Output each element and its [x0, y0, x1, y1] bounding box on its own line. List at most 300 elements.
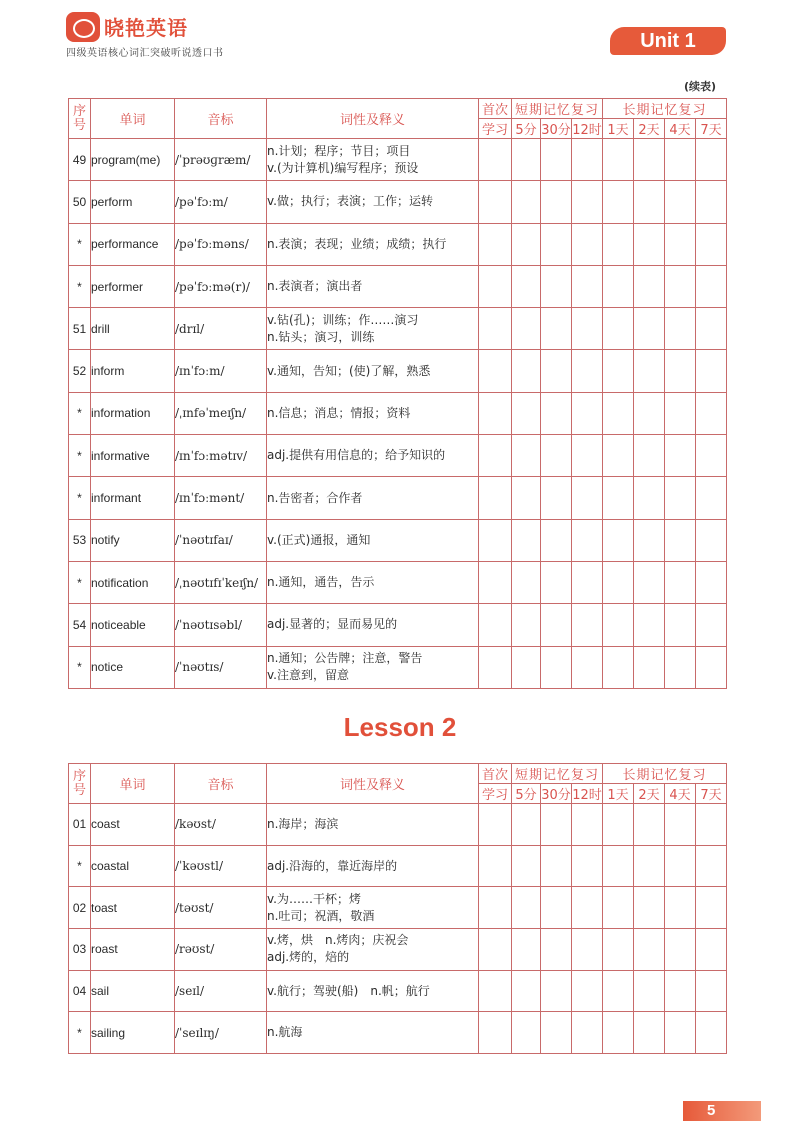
row-number: *	[69, 646, 91, 688]
review-checkbox[interactable]	[603, 887, 634, 929]
review-checkbox[interactable]	[541, 181, 572, 223]
header-phonetic: 音标	[175, 764, 267, 804]
table-row	[69, 223, 727, 265]
page-number: 5	[707, 1102, 716, 1119]
lesson-heading: Lesson 2	[343, 712, 457, 742]
row-phonetic: /ɪnˈfɔːm/	[175, 350, 267, 392]
review-checkbox[interactable]	[665, 308, 696, 350]
definition-line: v.(为计算机)编写程序；预设	[267, 160, 419, 175]
row-definition	[267, 804, 479, 846]
row-phonetic: /ɪnˈfɔːmənt/	[175, 477, 267, 519]
review-checkbox[interactable]	[541, 561, 572, 603]
row-definition	[267, 477, 479, 519]
review-checkbox[interactable]	[634, 804, 665, 846]
table-row	[69, 929, 727, 971]
definition-line: n.通知；公告牌；注意，警告	[267, 651, 423, 666]
review-checkbox[interactable]	[541, 929, 572, 971]
review-checkbox[interactable]	[665, 435, 696, 477]
review-checkbox[interactable]	[572, 646, 603, 688]
review-checkbox[interactable]	[541, 604, 572, 646]
review-checkbox[interactable]	[512, 561, 541, 603]
row-definition	[267, 604, 479, 646]
review-checkbox[interactable]	[696, 435, 727, 477]
table-row	[69, 435, 727, 477]
row-word: notify	[91, 519, 175, 561]
row-definition	[267, 308, 479, 350]
row-word: performer	[91, 265, 175, 307]
review-checkbox[interactable]	[634, 519, 665, 561]
review-checkbox[interactable]	[541, 845, 572, 887]
definition-line: n.计划；程序；节目；项目	[267, 143, 411, 158]
row-phonetic: /ɪnˈfɔːmətɪv/	[175, 435, 267, 477]
row-definition	[267, 392, 479, 434]
header-long-col: 7天	[696, 119, 727, 139]
review-checkbox[interactable]	[603, 435, 634, 477]
row-number: *	[69, 435, 91, 477]
definition-line: n.告密者；合作者	[267, 490, 363, 505]
review-checkbox[interactable]	[696, 477, 727, 519]
brand-logo-icon	[66, 12, 100, 42]
review-checkbox[interactable]	[541, 887, 572, 929]
review-checkbox[interactable]	[634, 181, 665, 223]
review-checkbox[interactable]	[696, 970, 727, 1012]
definition-line: n.航海	[267, 1025, 303, 1040]
row-definition	[267, 519, 479, 561]
definition-line: n.吐司；祝酒，敬酒	[267, 908, 375, 923]
review-checkbox[interactable]	[696, 519, 727, 561]
review-checkbox[interactable]	[572, 350, 603, 392]
review-checkbox[interactable]	[541, 1012, 572, 1054]
review-checkbox[interactable]	[603, 139, 634, 181]
review-checkbox[interactable]	[634, 561, 665, 603]
definition-line: n.钻头；演习，训练	[267, 329, 375, 344]
row-word: sail	[91, 970, 175, 1012]
review-checkbox[interactable]	[634, 392, 665, 434]
review-checkbox[interactable]	[541, 804, 572, 846]
row-number: *	[69, 265, 91, 307]
row-phonetic: /ˈnəʊtɪfaɪ/	[175, 519, 267, 561]
brand-subtitle: 四级英语核心词汇突破听说透口书	[66, 48, 224, 59]
review-checkbox[interactable]	[665, 804, 696, 846]
definition-line: v.注意到，留意	[267, 668, 349, 683]
review-checkbox[interactable]	[572, 804, 603, 846]
row-phonetic: /ˌnəʊtɪfɪˈkeɪʃn/	[175, 561, 267, 603]
row-phonetic: /drɪl/	[175, 308, 267, 350]
row-definition	[267, 845, 479, 887]
row-definition	[267, 929, 479, 971]
review-checkbox[interactable]	[603, 392, 634, 434]
row-number: 52	[69, 350, 91, 392]
header-long-col: 1天	[603, 119, 634, 139]
review-checkbox[interactable]	[572, 477, 603, 519]
review-checkbox[interactable]	[665, 392, 696, 434]
row-word: sailing	[91, 1012, 175, 1054]
header-short-col: 12时	[572, 784, 603, 804]
review-checkbox[interactable]	[696, 392, 727, 434]
review-checkbox[interactable]	[665, 1012, 696, 1054]
review-checkbox[interactable]	[634, 604, 665, 646]
review-checkbox[interactable]	[696, 181, 727, 223]
row-phonetic: /ˌɪnfəˈmeɪʃn/	[175, 392, 267, 434]
header-word: 单词	[91, 764, 175, 804]
row-word: performance	[91, 223, 175, 265]
review-checkbox[interactable]	[665, 477, 696, 519]
review-checkbox[interactable]	[696, 604, 727, 646]
continued-label: (续表)	[684, 80, 717, 93]
review-checkbox[interactable]	[665, 139, 696, 181]
row-word: coastal	[91, 845, 175, 887]
review-checkbox[interactable]	[665, 604, 696, 646]
definition-line: v.烤，烘 n.烤肉；庆祝会	[267, 933, 409, 948]
header-phonetic: 音标	[175, 99, 267, 139]
review-checkbox[interactable]	[479, 350, 512, 392]
review-checkbox[interactable]	[572, 139, 603, 181]
review-checkbox[interactable]	[634, 350, 665, 392]
unit-badge: Unit 1	[610, 27, 726, 55]
row-phonetic: /ˈnəʊtɪs/	[175, 646, 267, 688]
header-definition: 词性及释义	[267, 99, 479, 139]
table-row	[69, 804, 727, 846]
review-checkbox[interactable]	[572, 929, 603, 971]
review-checkbox[interactable]	[512, 392, 541, 434]
review-checkbox[interactable]	[572, 519, 603, 561]
header-first-study-top: 首次	[479, 764, 512, 784]
review-checkbox[interactable]	[479, 519, 512, 561]
review-checkbox[interactable]	[479, 477, 512, 519]
review-checkbox[interactable]	[665, 887, 696, 929]
review-checkbox[interactable]	[634, 435, 665, 477]
review-checkbox[interactable]	[512, 887, 541, 929]
review-checkbox[interactable]	[696, 1012, 727, 1054]
row-definition	[267, 561, 479, 603]
header-first-study-top: 首次	[479, 99, 512, 119]
header-long-col: 4天	[665, 119, 696, 139]
header-long-col: 7天	[696, 784, 727, 804]
review-checkbox[interactable]	[634, 929, 665, 971]
review-checkbox[interactable]	[512, 646, 541, 688]
row-number: *	[69, 1012, 91, 1054]
row-definition	[267, 646, 479, 688]
review-checkbox[interactable]	[541, 223, 572, 265]
review-checkbox[interactable]	[541, 970, 572, 1012]
row-phonetic: /pəˈfɔːm/	[175, 181, 267, 223]
row-number: *	[69, 392, 91, 434]
row-definition	[267, 887, 479, 929]
vocab-table-lesson2	[68, 763, 727, 1054]
review-checkbox[interactable]	[665, 181, 696, 223]
review-checkbox[interactable]	[512, 845, 541, 887]
page-number-tab	[683, 1101, 761, 1121]
review-checkbox[interactable]	[603, 519, 634, 561]
review-checkbox[interactable]	[479, 970, 512, 1012]
review-checkbox[interactable]	[696, 561, 727, 603]
review-checkbox[interactable]	[512, 1012, 541, 1054]
header-short-col: 30分	[541, 119, 572, 139]
table-row	[69, 646, 727, 688]
definition-line: v.做；执行；表演；工作；运转	[267, 194, 433, 209]
review-checkbox[interactable]	[512, 970, 541, 1012]
review-checkbox[interactable]	[696, 350, 727, 392]
definition-line: n.通知，通告，告示	[267, 575, 375, 590]
row-definition	[267, 435, 479, 477]
definition-line: adj.显著的；显而易见的	[267, 617, 398, 632]
row-number: 54	[69, 604, 91, 646]
header-num: 序号	[69, 764, 91, 804]
review-checkbox[interactable]	[665, 265, 696, 307]
review-checkbox[interactable]	[634, 845, 665, 887]
definition-line: n.表演者；演出者	[267, 279, 363, 294]
review-checkbox[interactable]	[512, 181, 541, 223]
review-checkbox[interactable]	[541, 308, 572, 350]
review-checkbox[interactable]	[665, 350, 696, 392]
review-checkbox[interactable]	[603, 845, 634, 887]
row-word: information	[91, 392, 175, 434]
row-number: 51	[69, 308, 91, 350]
review-checkbox[interactable]	[572, 1012, 603, 1054]
header-first-study-bottom: 学习	[479, 784, 512, 804]
table-row	[69, 265, 727, 307]
row-phonetic: /ˈnəʊtɪsəbl/	[175, 604, 267, 646]
review-checkbox[interactable]	[479, 887, 512, 929]
review-checkbox[interactable]	[572, 435, 603, 477]
review-checkbox[interactable]	[512, 604, 541, 646]
row-definition	[267, 1012, 479, 1054]
review-checkbox[interactable]	[603, 1012, 634, 1054]
review-checkbox[interactable]	[634, 970, 665, 1012]
definition-line: adj.烤的，焙的	[267, 950, 350, 965]
review-checkbox[interactable]	[572, 604, 603, 646]
review-checkbox[interactable]	[512, 350, 541, 392]
definition-line: v.(正式)通报，通知	[267, 532, 371, 547]
row-word: program(me)	[91, 139, 175, 181]
row-number: *	[69, 477, 91, 519]
header-long-col: 2天	[634, 119, 665, 139]
review-checkbox[interactable]	[512, 519, 541, 561]
review-checkbox[interactable]	[665, 646, 696, 688]
review-checkbox[interactable]	[634, 887, 665, 929]
review-checkbox[interactable]	[479, 435, 512, 477]
row-word: perform	[91, 181, 175, 223]
header-long-term-review: 长期记忆复习	[603, 764, 727, 784]
table-row	[69, 970, 727, 1012]
row-word: toast	[91, 887, 175, 929]
brand-title: 晓艳英语	[104, 16, 188, 40]
row-number: 53	[69, 519, 91, 561]
review-checkbox[interactable]	[512, 265, 541, 307]
review-checkbox[interactable]	[665, 929, 696, 971]
definition-line: adj.沿海的，靠近海岸的	[267, 858, 398, 873]
review-checkbox[interactable]	[603, 308, 634, 350]
review-checkbox[interactable]	[479, 265, 512, 307]
review-checkbox[interactable]	[541, 392, 572, 434]
table-row	[69, 139, 727, 181]
row-number: 02	[69, 887, 91, 929]
row-phonetic: /pəˈfɔːmə(r)/	[175, 265, 267, 307]
review-checkbox[interactable]	[479, 139, 512, 181]
review-checkbox[interactable]	[696, 646, 727, 688]
review-checkbox[interactable]	[512, 804, 541, 846]
review-checkbox[interactable]	[572, 265, 603, 307]
row-phonetic: /seɪl/	[175, 970, 267, 1012]
row-number: *	[69, 845, 91, 887]
header-word: 单词	[91, 99, 175, 139]
row-number: 50	[69, 181, 91, 223]
review-checkbox[interactable]	[634, 265, 665, 307]
review-checkbox[interactable]	[541, 646, 572, 688]
header-first-study-bottom: 学习	[479, 119, 512, 139]
review-checkbox[interactable]	[541, 477, 572, 519]
review-checkbox[interactable]	[479, 604, 512, 646]
review-checkbox[interactable]	[479, 1012, 512, 1054]
review-checkbox[interactable]	[479, 845, 512, 887]
row-word: roast	[91, 929, 175, 971]
definition-line: n.海岸；海滨	[267, 816, 339, 831]
definition-line: v.航行；驾驶(船) n.帆；航行	[267, 983, 430, 998]
review-checkbox[interactable]	[572, 181, 603, 223]
header-long-col: 1天	[603, 784, 634, 804]
definition-line: v.通知，告知；(使)了解，熟悉	[267, 363, 431, 378]
review-checkbox[interactable]	[634, 223, 665, 265]
review-checkbox[interactable]	[479, 561, 512, 603]
review-checkbox[interactable]	[572, 561, 603, 603]
review-checkbox[interactable]	[634, 139, 665, 181]
review-checkbox[interactable]	[603, 646, 634, 688]
review-checkbox[interactable]	[512, 139, 541, 181]
review-checkbox[interactable]	[479, 392, 512, 434]
definition-line: v.钻(孔)；训练；作……演习	[267, 312, 419, 327]
review-checkbox[interactable]	[512, 435, 541, 477]
review-checkbox[interactable]	[603, 604, 634, 646]
review-checkbox[interactable]	[479, 646, 512, 688]
review-checkbox[interactable]	[572, 223, 603, 265]
review-checkbox[interactable]	[696, 929, 727, 971]
row-definition	[267, 350, 479, 392]
review-checkbox[interactable]	[479, 804, 512, 846]
row-word: notice	[91, 646, 175, 688]
review-checkbox[interactable]	[665, 970, 696, 1012]
review-checkbox[interactable]	[572, 308, 603, 350]
review-checkbox[interactable]	[665, 223, 696, 265]
review-checkbox[interactable]	[603, 929, 634, 971]
review-checkbox[interactable]	[696, 845, 727, 887]
review-checkbox[interactable]	[696, 139, 727, 181]
row-number: 03	[69, 929, 91, 971]
row-word: informative	[91, 435, 175, 477]
row-definition	[267, 223, 479, 265]
header-long-term-review: 长期记忆复习	[603, 99, 727, 119]
review-checkbox[interactable]	[479, 181, 512, 223]
row-number: 49	[69, 139, 91, 181]
table-row	[69, 308, 727, 350]
review-checkbox[interactable]	[696, 265, 727, 307]
review-checkbox[interactable]	[572, 392, 603, 434]
review-checkbox[interactable]	[634, 646, 665, 688]
row-phonetic: /kəʊst/	[175, 804, 267, 846]
definition-line: v.为……干杯；烤	[267, 891, 361, 906]
review-checkbox[interactable]	[696, 804, 727, 846]
row-number: 04	[69, 970, 91, 1012]
review-checkbox[interactable]	[512, 223, 541, 265]
review-checkbox[interactable]	[541, 435, 572, 477]
review-checkbox[interactable]	[479, 308, 512, 350]
review-checkbox[interactable]	[696, 887, 727, 929]
review-checkbox[interactable]	[603, 181, 634, 223]
row-definition	[267, 139, 479, 181]
review-checkbox[interactable]	[603, 265, 634, 307]
table-row	[69, 1012, 727, 1054]
review-checkbox[interactable]	[572, 845, 603, 887]
review-checkbox[interactable]	[572, 887, 603, 929]
table-row	[69, 887, 727, 929]
review-checkbox[interactable]	[512, 477, 541, 519]
header-short-col: 12时	[572, 119, 603, 139]
review-checkbox[interactable]	[603, 970, 634, 1012]
row-word: coast	[91, 804, 175, 846]
table-row	[69, 392, 727, 434]
row-word: drill	[91, 308, 175, 350]
header-long-col: 4天	[665, 784, 696, 804]
row-number: *	[69, 223, 91, 265]
review-checkbox[interactable]	[541, 350, 572, 392]
header-num: 序号	[69, 99, 91, 139]
row-phonetic: /təʊst/	[175, 887, 267, 929]
review-checkbox[interactable]	[634, 308, 665, 350]
review-checkbox[interactable]	[634, 477, 665, 519]
table-row	[69, 604, 727, 646]
header-short-col: 30分	[541, 784, 572, 804]
review-checkbox[interactable]	[603, 350, 634, 392]
table-row	[69, 561, 727, 603]
header-short-col: 5分	[512, 119, 541, 139]
review-checkbox[interactable]	[696, 223, 727, 265]
review-checkbox[interactable]	[665, 519, 696, 561]
row-word: informant	[91, 477, 175, 519]
review-checkbox[interactable]	[512, 308, 541, 350]
review-checkbox[interactable]	[696, 308, 727, 350]
definition-line: n.信息；消息；情报；资料	[267, 405, 411, 420]
table-row	[69, 181, 727, 223]
review-checkbox[interactable]	[603, 477, 634, 519]
review-checkbox[interactable]	[634, 1012, 665, 1054]
row-number: *	[69, 561, 91, 603]
row-phonetic: /ˈprəʊɡræm/	[175, 139, 267, 181]
header-short-term-review: 短期记忆复习	[512, 764, 603, 784]
row-definition	[267, 265, 479, 307]
review-checkbox[interactable]	[572, 970, 603, 1012]
review-checkbox[interactable]	[603, 804, 634, 846]
review-checkbox[interactable]	[479, 223, 512, 265]
review-checkbox[interactable]	[541, 519, 572, 561]
review-checkbox[interactable]	[479, 929, 512, 971]
definition-line: n.表演；表现；业绩；成绩；执行	[267, 236, 447, 251]
table-row	[69, 477, 727, 519]
review-checkbox[interactable]	[512, 929, 541, 971]
row-definition	[267, 181, 479, 223]
review-checkbox[interactable]	[603, 561, 634, 603]
definition-line: adj.提供有用信息的；给予知识的	[267, 448, 446, 463]
review-checkbox[interactable]	[665, 561, 696, 603]
table-row	[69, 845, 727, 887]
review-checkbox[interactable]	[603, 223, 634, 265]
header-definition: 词性及释义	[267, 764, 479, 804]
row-word: noticeable	[91, 604, 175, 646]
review-checkbox[interactable]	[665, 845, 696, 887]
row-definition	[267, 970, 479, 1012]
header-long-col: 2天	[634, 784, 665, 804]
review-checkbox[interactable]	[541, 139, 572, 181]
row-word: notification	[91, 561, 175, 603]
review-checkbox[interactable]	[541, 265, 572, 307]
